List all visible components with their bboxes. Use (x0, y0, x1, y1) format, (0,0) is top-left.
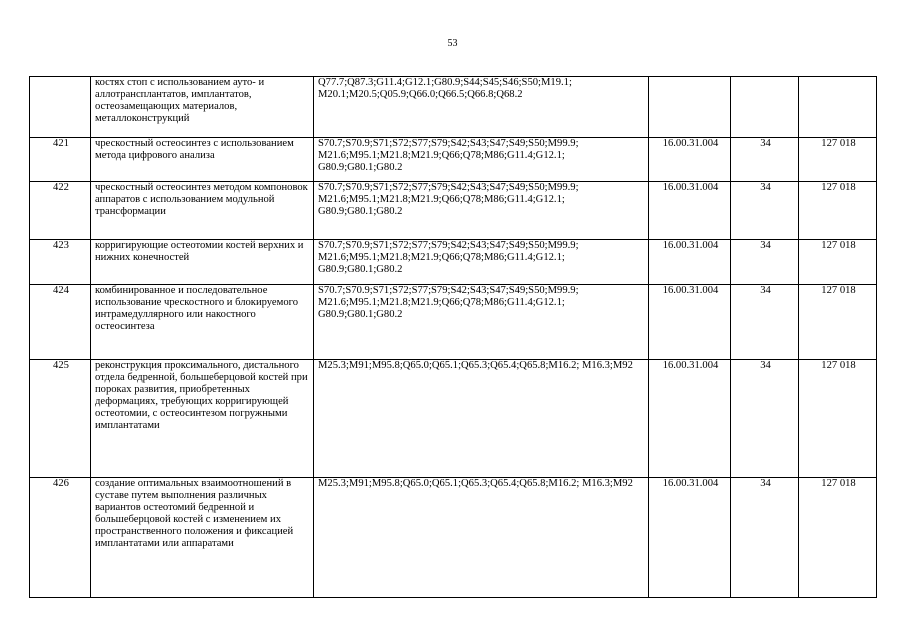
group-code: 16.00.31.004 (649, 240, 731, 285)
row-number: 424 (30, 285, 91, 360)
group-code: 16.00.31.004 (649, 478, 731, 598)
row-number (30, 77, 91, 138)
group-number: 34 (731, 182, 799, 240)
row-number: 426 (30, 478, 91, 598)
group-code: 16.00.31.004 (649, 285, 731, 360)
price (799, 77, 877, 138)
procedure-name: реконструкция проксимального, дистального отдела бедренной, большеберцовой костей при пороках развития, приобретенных деформациях, требующих корригирующей остеотомии, с остеосинтезом погружными имплантатами (91, 360, 314, 478)
diagnosis-codes: M25.3;M91;M95.8;Q65.0;Q65.1;Q65.3;Q65.4;Q65.8;M16.2; M16.3;M92 (314, 478, 649, 598)
diagnosis-codes: Q77.7;Q87.3;G11.4;G12.1;G80.9;S44;S45;S46;S50;M19.1; M20.1;M20.5;Q05.9;Q66.0;Q66.5;Q66.8;Q68.2 (314, 77, 649, 138)
group-number: 34 (731, 240, 799, 285)
price: 127 018 (799, 478, 877, 598)
group-code (649, 77, 731, 138)
group-code: 16.00.31.004 (649, 360, 731, 478)
row-number: 422 (30, 182, 91, 240)
group-number: 34 (731, 285, 799, 360)
group-code: 16.00.31.004 (649, 182, 731, 240)
procedure-name: чрескостный остеосинтез методом компоновок аппаратов с использованием модульной трансформации (91, 182, 314, 240)
procedure-name: костях стоп с использованием ауто- и аллотрансплантатов, имплантатов, остеозамещающих материалов, металлоконструкций (91, 77, 314, 138)
group-number: 34 (731, 478, 799, 598)
price: 127 018 (799, 285, 877, 360)
price: 127 018 (799, 360, 877, 478)
table-row (30, 360, 877, 478)
procedures-table (29, 76, 877, 598)
table-row (30, 138, 877, 182)
group-number (731, 77, 799, 138)
table-row (30, 182, 877, 240)
group-number: 34 (731, 138, 799, 182)
table-row (30, 240, 877, 285)
page-number: 53 (447, 38, 458, 49)
diagnosis-codes: S70.7;S70.9;S71;S72;S77;S79;S42;S43;S47;S49;S50;M99.9; M21.6;M95.1;M21.8;M21.9;Q66;Q78;M86;G11.4;G12.1; G80.9;G80.1;G80.2 (314, 285, 649, 360)
diagnosis-codes: S70.7;S70.9;S71;S72;S77;S79;S42;S43;S47;S49;S50;M99.9; M21.6;M95.1;M21.8;M21.9;Q66;Q78;M86;G11.4;G12.1; G80.9;G80.1;G80.2 (314, 182, 649, 240)
price: 127 018 (799, 240, 877, 285)
procedure-name: чрескостный остеосинтез с использованием метода цифрового анализа (91, 138, 314, 182)
table-row (30, 285, 877, 360)
diagnosis-codes: S70.7;S70.9;S71;S72;S77;S79;S42;S43;S47;S49;S50;M99.9; M21.6;M95.1;M21.8;M21.9;Q66;Q78;M86;G11.4;G12.1; G80.9;G80.1;G80.2 (314, 240, 649, 285)
diagnosis-codes: S70.7;S70.9;S71;S72;S77;S79;S42;S43;S47;S49;S50;M99.9; M21.6;M95.1;M21.8;M21.9;Q66;Q78;M86;G11.4;G12.1; G80.9;G80.1;G80.2 (314, 138, 649, 182)
group-number: 34 (731, 360, 799, 478)
table-row (30, 478, 877, 598)
table-row (30, 77, 877, 138)
row-number: 425 (30, 360, 91, 478)
diagnosis-codes: M25.3;M91;M95.8;Q65.0;Q65.1;Q65.3;Q65.4;Q65.8;M16.2; M16.3;M92 (314, 360, 649, 478)
procedure-name: комбинированное и последовательное использование чрескостного и блокируемого интрамедуллярного или накостного остеосинтеза (91, 285, 314, 360)
price: 127 018 (799, 138, 877, 182)
row-number: 423 (30, 240, 91, 285)
group-code: 16.00.31.004 (649, 138, 731, 182)
procedure-name: создание оптимальных взаимоотношений в суставе путем выполнения различных вариантов остеотомий бедренной и большеберцовой костей с изменением их пространственного положения и фиксацией имплантатами или аппаратами (91, 478, 314, 598)
procedure-name: корригирующие остеотомии костей верхних и нижних конечностей (91, 240, 314, 285)
row-number: 421 (30, 138, 91, 182)
price: 127 018 (799, 182, 877, 240)
